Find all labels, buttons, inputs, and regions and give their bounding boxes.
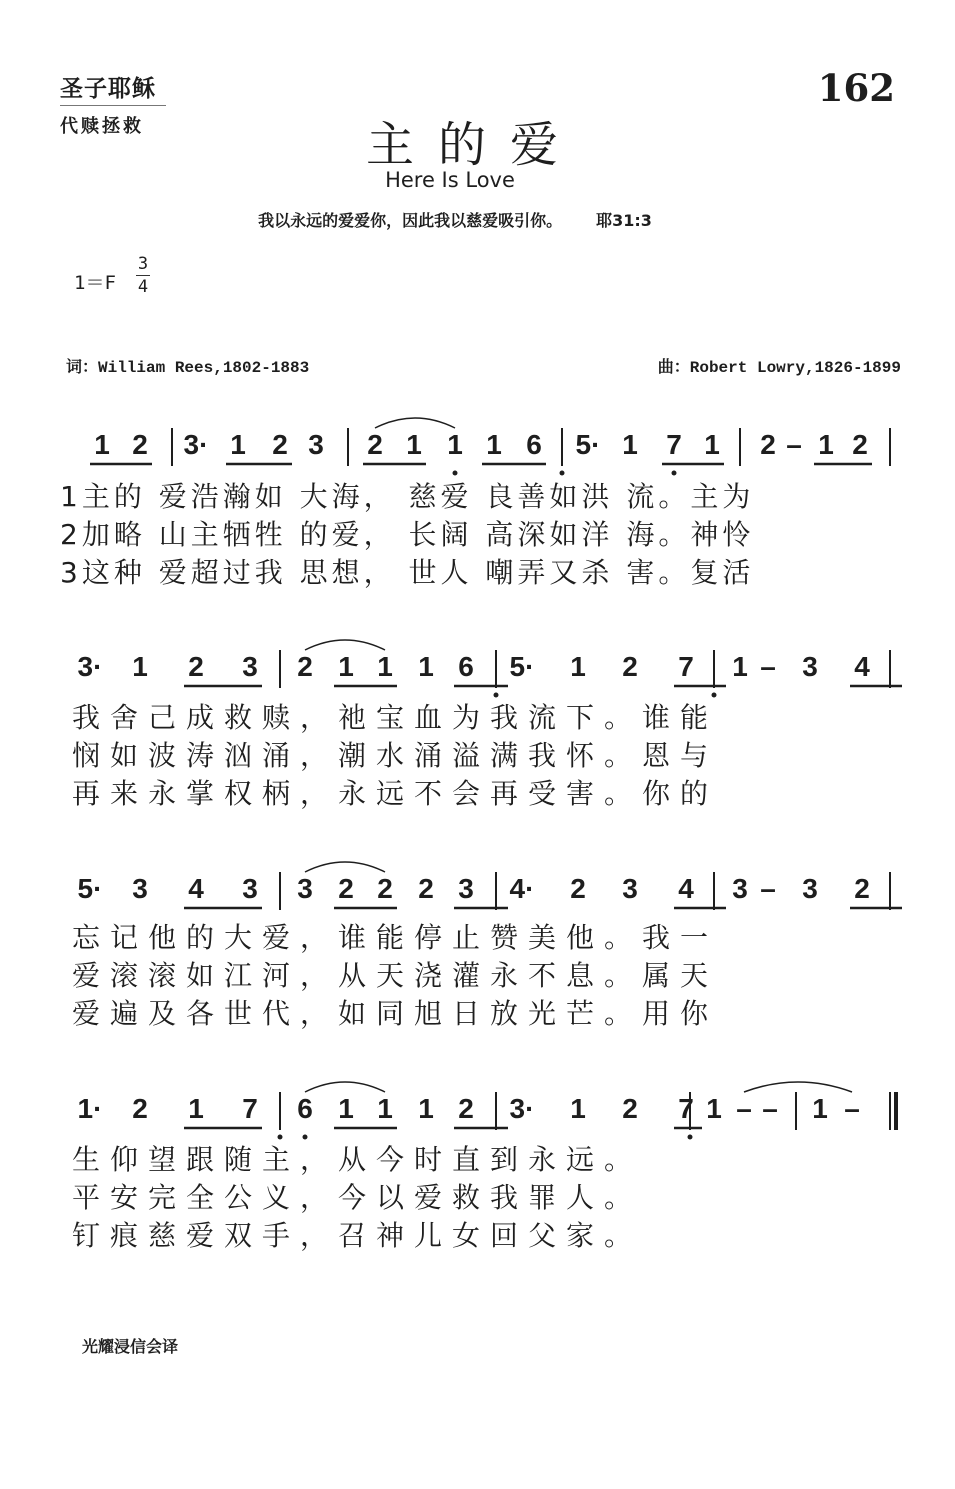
lyric-row: 生仰望跟随主，从今时直到永远。 [72,1143,643,1176]
lyric-row: 我舍己成救赎，祂宝血为我流下。谁能 [72,701,719,734]
note: 7 [678,1093,694,1124]
note: 1 [94,429,110,460]
note: 3 [132,873,148,904]
note: 2 [854,873,870,904]
note: 1 [377,1093,393,1124]
note: 2 [760,429,776,460]
note: 1 [704,429,720,460]
note: 1 [622,429,638,460]
note: 1 [812,1093,828,1124]
lyric-row: 平安完全公义，今以爱救我罪人。 [72,1181,643,1214]
hymn-number: 162 [817,66,895,110]
note: 1 [418,1093,434,1124]
verse-text: 我以永远的爱爱你，因此我以慈爱吸引你。 [258,211,563,230]
page-subtitle: Here Is Love [385,168,515,192]
note: 1 [818,429,834,460]
lyrics-credit: 词：William Rees,1802-1883 [66,359,310,377]
note: 7 [678,651,694,682]
note: 5· [509,651,535,682]
note: 1 [418,651,434,682]
category-main: 圣子耶稣 [60,76,156,102]
note: 3 [308,429,324,460]
verse-reference: 耶31:3 [596,211,652,230]
note: 1 [188,1093,204,1124]
time-denominator: 4 [137,277,149,297]
note: 4· [509,873,535,904]
note: 1 [338,1093,354,1124]
dash-sustain: – [736,1093,752,1124]
note: 1 [230,429,246,460]
dash-sustain: – [760,873,776,904]
lyric-row: 爱遍及各世代，如同旭日放光芒。用你 [72,997,719,1030]
note: 3 [458,873,474,904]
note: 7 [242,1093,258,1124]
note: 2 [132,429,148,460]
note: 2 [272,429,288,460]
note: 2 [377,873,393,904]
note: 1 [406,429,422,460]
note: 3· [183,429,209,460]
note: 6 [297,1093,313,1124]
tie-arc [375,418,455,428]
dash-sustain: – [844,1093,860,1124]
note: 7 [666,429,682,460]
dash-sustain: – [786,429,802,460]
lyric-row: 忘记他的大爱，谁能停止赞美他。我一 [72,921,719,954]
note: 1 [570,651,586,682]
tie-arc [744,1082,852,1092]
lyric-row: 1主的 爱浩瀚如 大海， 慈爱 良善如洪 流。主为 [60,480,755,513]
note: 2 [188,651,204,682]
lyric-row: 3这种 爱超过我 思想， 世人 嘲弄又杀 害。复活 [60,556,755,589]
note: 2 [622,651,638,682]
tie-arc [305,1082,385,1092]
note: 3· [77,651,103,682]
note: 2 [458,1093,474,1124]
note: 1 [570,1093,586,1124]
note: 2 [297,651,313,682]
note: 5· [575,429,601,460]
note: 1 [486,429,502,460]
note: 3 [732,873,748,904]
note: 4 [678,873,694,904]
dash-sustain: – [762,1093,778,1124]
category-sub: 代赎拯救 [60,116,144,137]
key-signature: 1＝F [74,272,116,294]
tie-arc [305,640,385,650]
note: 1 [447,429,463,460]
note: 2 [418,873,434,904]
lyric-row: 2加略 山主牺牲 的爱， 长阔 高深如洋 海。神怜 [60,518,755,551]
dash-sustain: – [760,651,776,682]
page-title: 主的爱 [365,117,582,173]
note: 3 [242,651,258,682]
note: 2 [570,873,586,904]
note: 6 [526,429,542,460]
note: 2 [852,429,868,460]
note: 1 [132,651,148,682]
lyric-row: 爱滚滚如江河，从天浇灌永不息。属天 [72,959,719,992]
note: 3 [242,873,258,904]
note: 6 [458,651,474,682]
note: 3 [622,873,638,904]
lyric-row: 再来永掌权柄，永远不会再受害。你的 [72,777,719,810]
note: 3· [509,1093,535,1124]
note: 2 [622,1093,638,1124]
note: 1 [706,1093,722,1124]
note: 1· [77,1093,103,1124]
note: 3 [297,873,313,904]
note: 4 [854,651,870,682]
note: 4 [188,873,204,904]
note: 2 [132,1093,148,1124]
note: 5· [77,873,103,904]
note: 2 [367,429,383,460]
note: 1 [377,651,393,682]
note: 1 [732,651,748,682]
note: 3 [802,873,818,904]
tie-arc [305,862,385,872]
note: 1 [338,651,354,682]
note: 2 [338,873,354,904]
lyric-row: 悯如波涛汹涌，潮水涌溢满我怀。恩与 [72,739,719,772]
translator-credit: 光耀浸信会译 [82,1337,179,1356]
note: 3 [802,651,818,682]
music-credit: 曲：Robert Lowry,1826-1899 [657,359,901,377]
lyric-row: 钉痕慈爱双手，召神儿女回父家。 [72,1219,643,1252]
low-octave-dot [688,1135,693,1140]
time-numerator: 3 [137,254,149,274]
